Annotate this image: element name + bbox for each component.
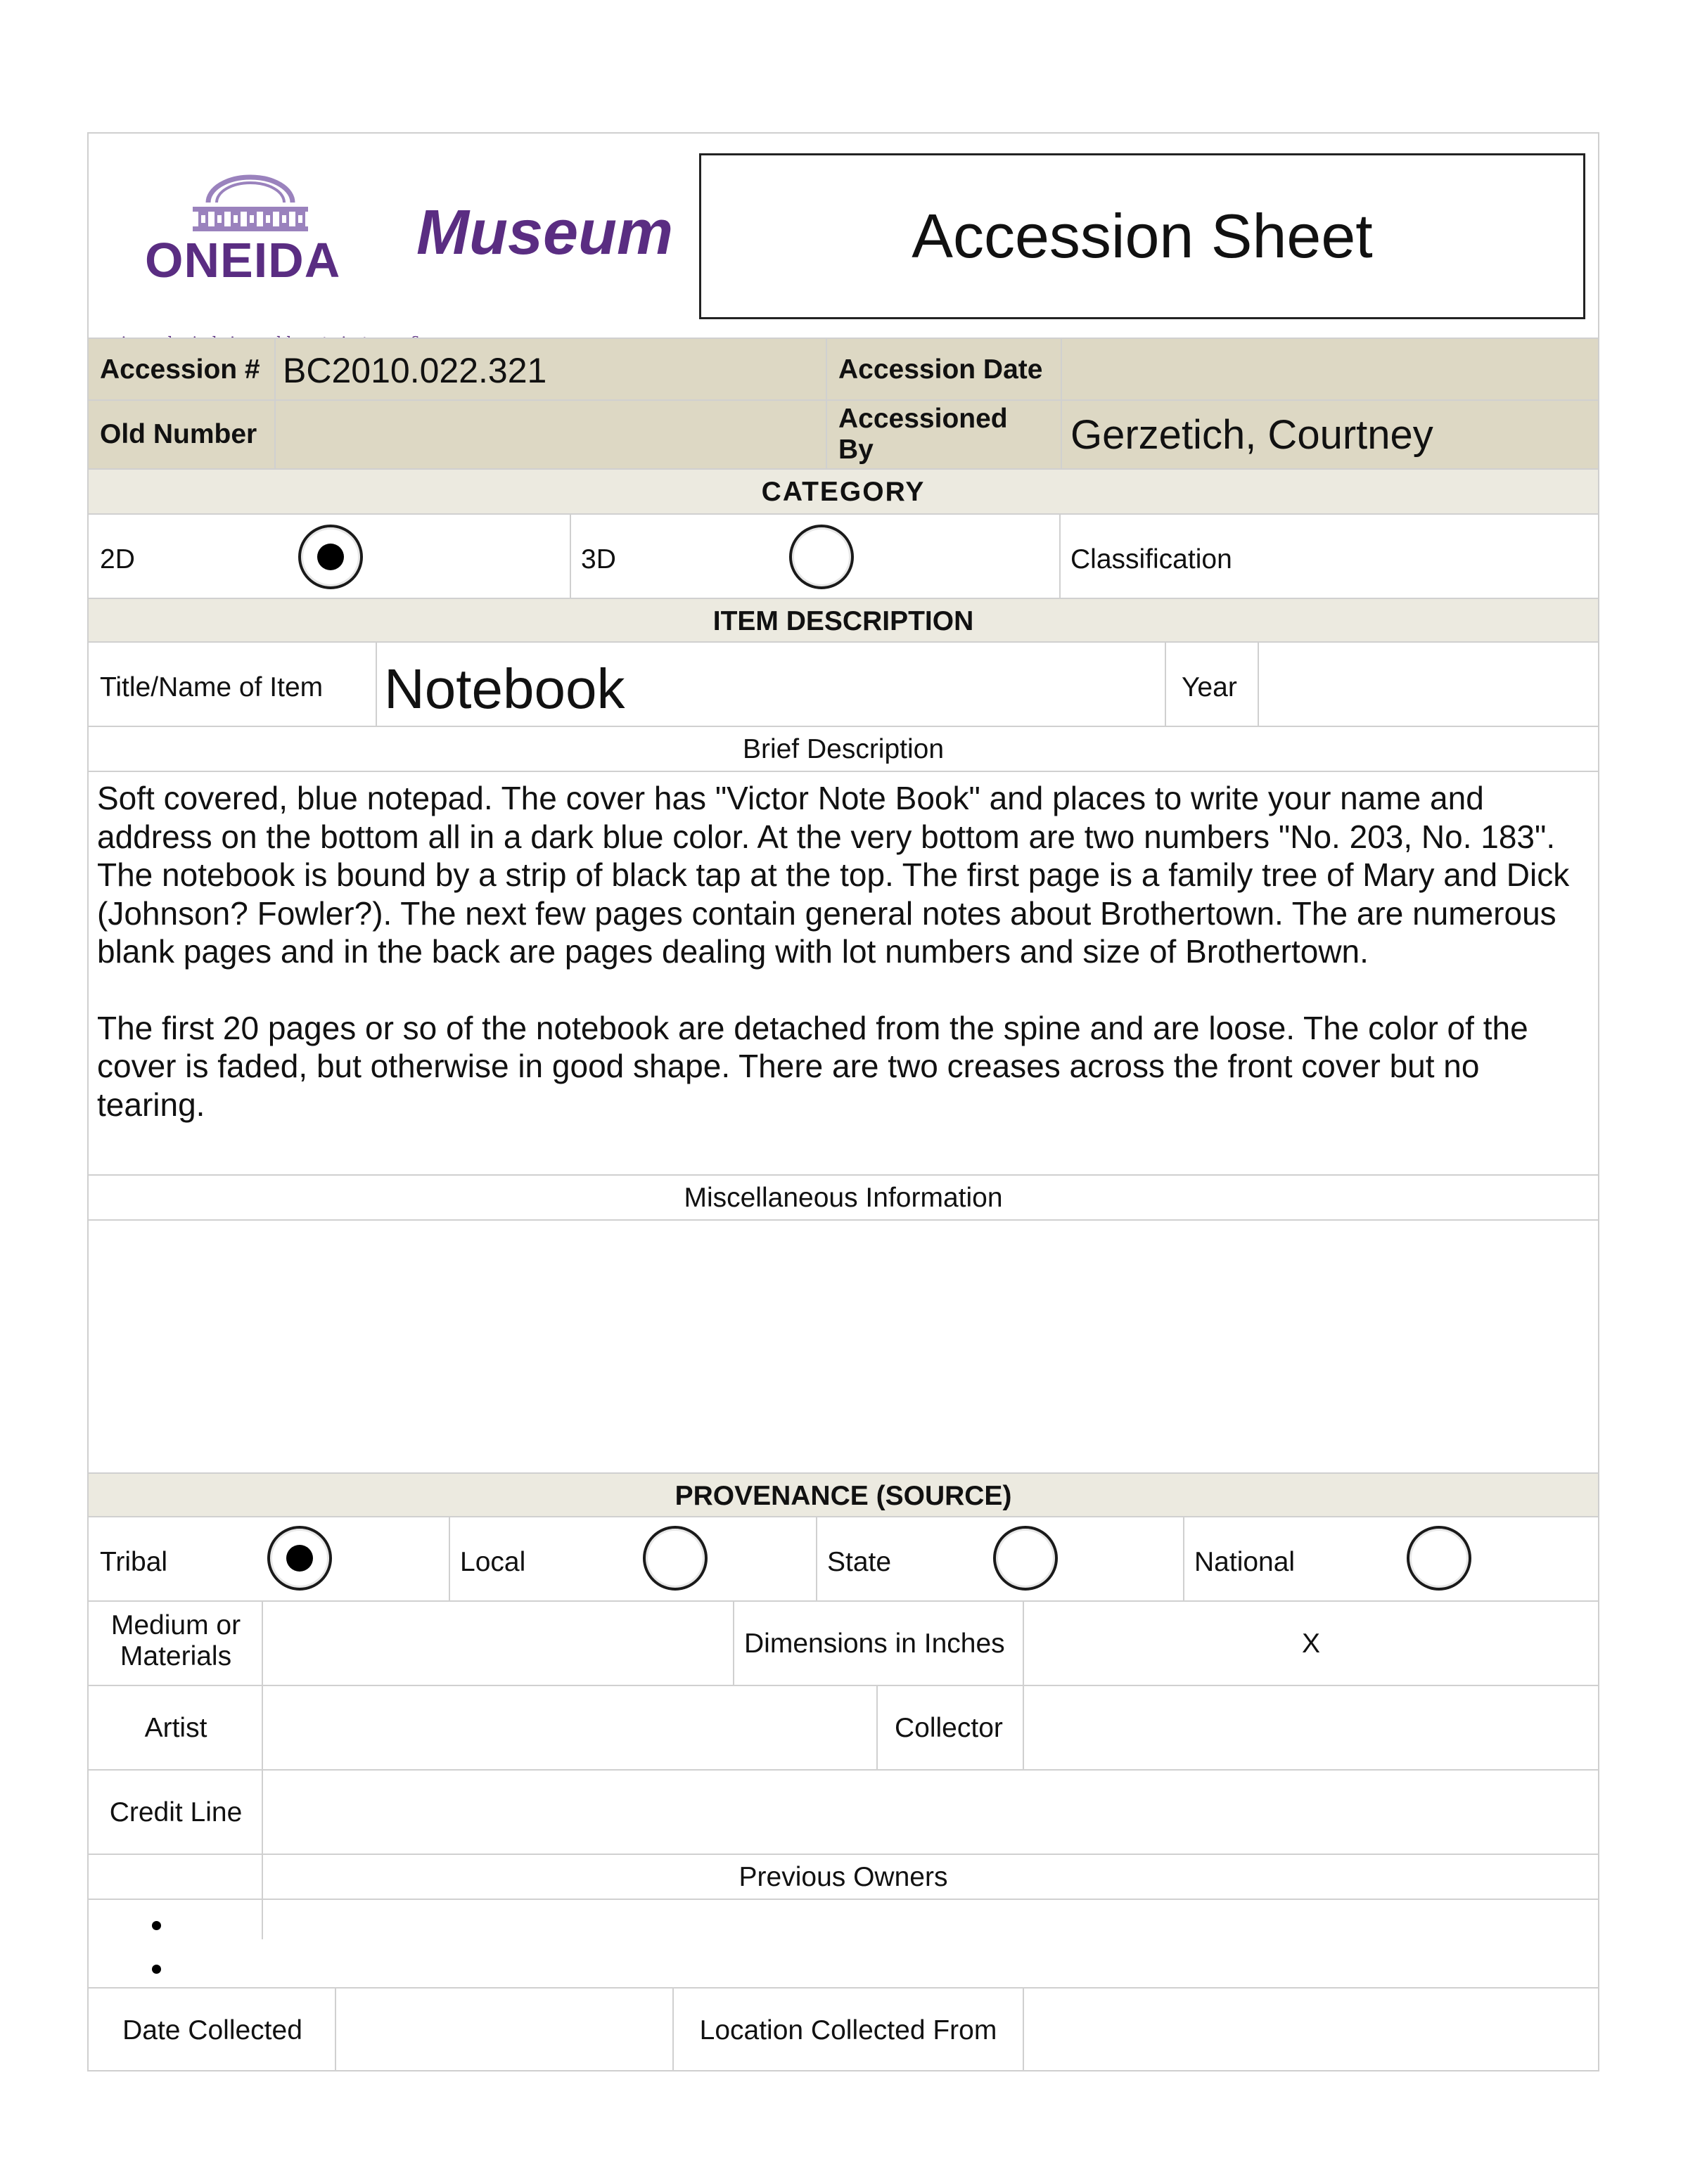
accessioned-by-value[interactable]: Gerzetich, Courtney [1070, 412, 1433, 458]
provenance-state-radio[interactable] [993, 1526, 1058, 1591]
dimensions-value[interactable]: X [1301, 1629, 1320, 1659]
item-description-heading: ITEM DESCRIPTION [712, 606, 974, 636]
previous-owners-list[interactable] [131, 1906, 1537, 1984]
provenance-tribal-radio[interactable] [267, 1526, 332, 1591]
category-3d-label: 3D [581, 544, 616, 574]
date-collected-label: Date Collected [122, 2015, 302, 2045]
provenance-state-label: State [827, 1547, 892, 1577]
list-bullet [152, 1965, 161, 1974]
collector-label: Collector [895, 1713, 1003, 1743]
title-name-label: Title/Name of Item [100, 672, 324, 702]
accession-number-label: Accession # [100, 354, 260, 385]
category-heading: CATEGORY [761, 477, 926, 507]
accession-sheet-form [87, 132, 1599, 2071]
credit-line-label: Credit Line [109, 1797, 243, 1828]
provenance-national-label: National [1194, 1547, 1296, 1577]
list-bullet [152, 1921, 161, 1930]
previous-owners-label: Previous Owners [738, 1862, 948, 1892]
category-3d-radio[interactable] [789, 525, 854, 589]
old-number-label: Old Number [100, 419, 257, 449]
classification-label: Classification [1070, 544, 1232, 574]
title-name-value[interactable]: Notebook [384, 657, 625, 720]
provenance-tribal-label: Tribal [100, 1547, 168, 1577]
provenance-heading: PROVENANCE (SOURCE) [674, 1481, 1012, 1511]
artist-label: Artist [144, 1713, 207, 1743]
accession-date-label: Accession Date [838, 354, 1043, 385]
category-2d-label: 2D [100, 544, 135, 574]
misc-info-label: Miscellaneous Information [684, 1183, 1003, 1213]
logo-wordmark: ONEIDA [145, 233, 341, 288]
sheet-title: Accession Sheet [912, 201, 1373, 271]
accession-number-value[interactable]: BC2010.022.321 [283, 351, 547, 390]
provenance-local-label: Local [460, 1547, 526, 1577]
brief-description-label: Brief Description [742, 734, 945, 764]
museum-label: Museum [416, 198, 674, 268]
year-label: Year [1182, 672, 1237, 702]
dimensions-label: Dimensions in Inches [744, 1629, 1005, 1659]
sheet-title-box [699, 153, 1585, 319]
accessioned-by-label: Accessioned By [838, 404, 1008, 465]
location-collected-label: Location Collected From [699, 2015, 997, 2045]
description-paragraph-2: The first 20 pages or so of the notebook are detached from the spine and are loose. The color of the cover is faded, but otherwise in good shape. There are two creases across the front cover but no tearing. [97, 1009, 1528, 1123]
radio-selected-dot [286, 1545, 313, 1572]
misc-info-field[interactable] [97, 1228, 1588, 1467]
medium-materials-label: Medium or Materials [110, 1610, 241, 1671]
provenance-local-radio[interactable] [643, 1526, 708, 1591]
radio-selected-dot [317, 544, 344, 570]
provenance-national-radio[interactable] [1407, 1526, 1471, 1591]
oneida-logo [103, 162, 412, 323]
category-2d-radio[interactable] [298, 525, 363, 589]
brief-description-text[interactable] [97, 779, 1595, 1162]
description-paragraph-1: Soft covered, blue notepad. The cover has "Victor Note Book" and places to write your name and address on the bottom all in a dark blue color. At the very bottom are two numbers "No. 203, No. 183". The notebook is bound by a strip of black tap at the top. The first page is a family tree of Mary and Dick (Johnson? Fowler?). The next few pages contain general notes about Brothertown. The are numerous blank pages and in the back are pages dealing with lot numbers and size of Brothertown. [97, 780, 1570, 970]
